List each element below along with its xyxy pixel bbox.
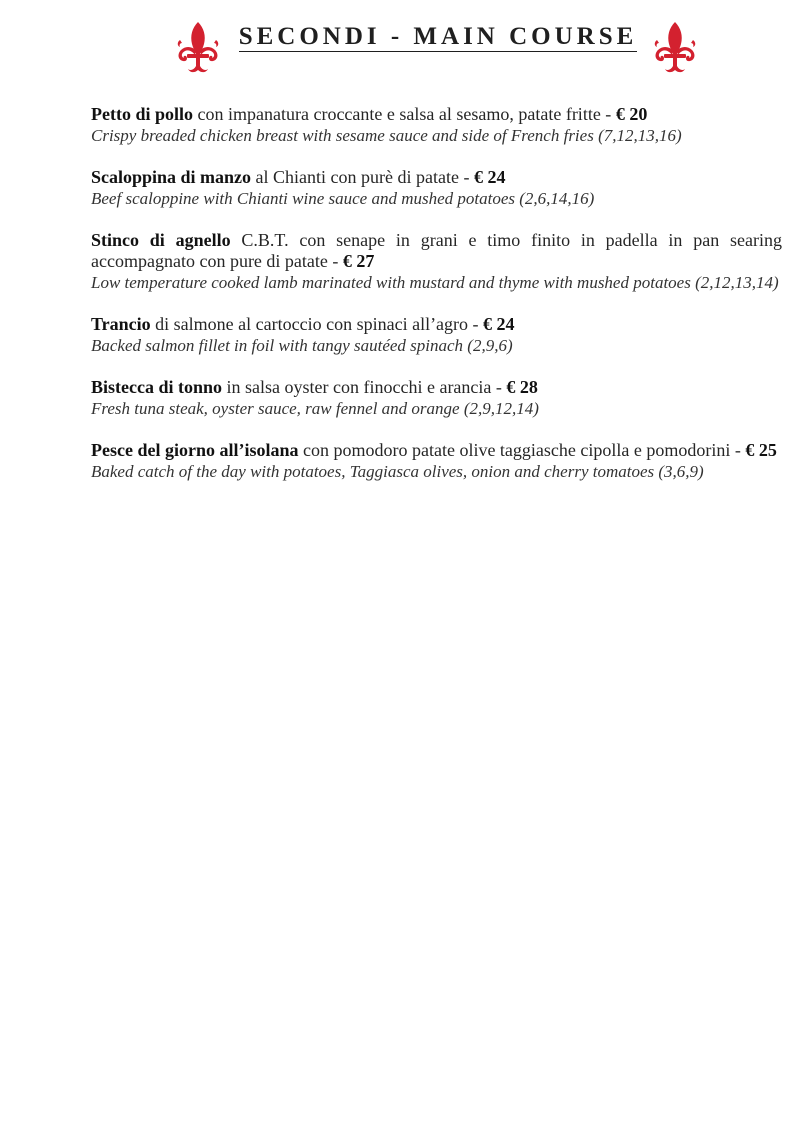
dish-name: Trancio — [91, 314, 151, 334]
dish-line — [91, 104, 782, 125]
dish-name: Scaloppina di manzo — [91, 167, 252, 187]
dish-price: € 28 — [506, 377, 538, 397]
dish-description-en: Crispy breaded chicken breast with sesame sauce and side of French fries (7,12,13,16) — [91, 126, 682, 145]
dish-description-it: al Chianti con purè di patate - — [251, 167, 474, 187]
dish-name: Bistecca di tonno — [91, 377, 223, 397]
fleur-de-lis-icon — [652, 20, 698, 74]
dish-description-it: C.B.T. con senape in grani e timo finito in padella in pan searing accompagnato con pure di patate - — [91, 230, 782, 271]
page-title — [226, 20, 650, 54]
dish-description-en: Baked catch of the day with potatoes, Taggiasca olives, onion and cherry tomatoes (3,6,9) — [91, 462, 704, 481]
dish-price: € 24 — [483, 314, 515, 334]
dish-line — [91, 440, 782, 461]
dish-line — [91, 377, 782, 398]
dish-line — [91, 314, 782, 335]
dish-description-it: con impanatura croccante e salsa al sesamo, patate fritte - — [193, 104, 616, 124]
menu-list — [91, 104, 782, 503]
menu-header — [0, 18, 794, 78]
fleur-de-lis-icon — [175, 20, 221, 74]
dish-price: € 20 — [615, 104, 648, 124]
dish-description-en: Low temperature cooked lamb marinated with mustard and thyme with mushed potatoes (2,12,13,14) — [91, 273, 779, 292]
dish-description-it: in salsa oyster con finocchi e arancia - — [222, 377, 507, 397]
dish-name: Petto di pollo — [91, 104, 193, 124]
dish-name: Pesce del giorno all’isolana — [91, 440, 299, 460]
dish-line — [91, 167, 782, 188]
menu-item — [91, 440, 782, 482]
dish-price: € 24 — [473, 167, 506, 187]
dish-price: € 27 — [342, 251, 375, 271]
dish-description-en: Beef scaloppine with Chianti wine sauce and mushed potatoes (2,6,14,16) — [91, 189, 595, 208]
dish-description-en: Fresh tuna steak, oyster sauce, raw fennel and orange (2,9,12,14) — [91, 399, 539, 418]
menu-item — [91, 377, 782, 419]
dish-description-en: Backed salmon fillet in foil with tangy sautéed spinach (2,9,6) — [91, 336, 513, 355]
menu-item — [91, 314, 782, 356]
dish-description-it: con pomodoro patate olive taggiasche cipolla e pomodorini - — [298, 440, 746, 460]
page-title-text: SECONDI - MAIN COURSE — [238, 23, 638, 50]
dish-price: € 25 — [745, 440, 777, 460]
dish-line — [91, 230, 782, 272]
menu-item — [91, 167, 782, 209]
menu-item — [91, 104, 782, 146]
menu-item — [91, 230, 782, 293]
dish-name: Stinco di agnello — [91, 230, 231, 250]
dish-description-it: di salmone al cartoccio con spinaci all’agro - — [150, 314, 484, 334]
